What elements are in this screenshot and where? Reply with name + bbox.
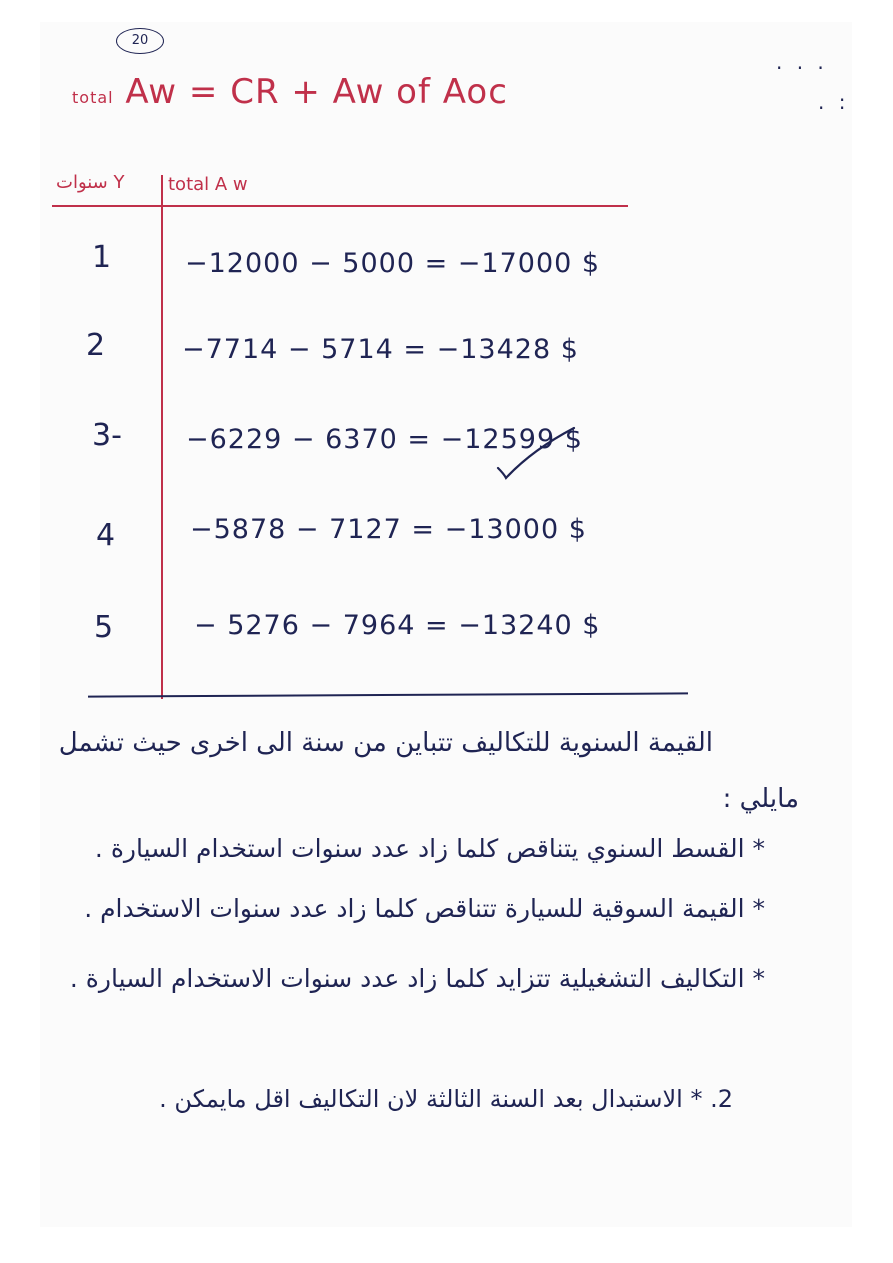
header-years: سنوات Y (56, 172, 125, 193)
corner-marks: . . . (776, 50, 828, 74)
corner-marks-2: . : (818, 90, 850, 114)
year-cell-3: 3- (92, 418, 122, 453)
table-column-divider (161, 175, 163, 699)
calc-cell-3: −6229 − 6370 = −12599 $ (186, 424, 583, 455)
year-cell-2: 2 (86, 328, 106, 363)
header-total-aw: total A w (168, 174, 248, 195)
table-header-rule (52, 205, 628, 207)
calc-cell-1: −12000 − 5000 = −17000 $ (185, 248, 601, 279)
formula-line (72, 72, 508, 112)
calc-cell-5: − 5276 − 7964 = −13240 $ (194, 610, 601, 641)
checkmark-icon (492, 420, 582, 490)
year-cell-5: 5 (94, 610, 114, 645)
page-number: 20 (116, 28, 164, 54)
calc-cell-4: −5878 − 7127 = −13000 $ (190, 514, 587, 545)
intro-line-1: القيمة السنوية للتكاليف تتباين من سنة الى اخرى حيث تشمل (58, 728, 713, 758)
bullet-item-2: * القيمة السوقية للسيارة تتناقص كلما زاد عدد سنوات الاستخدام . (84, 894, 765, 923)
formula-rhs: = CR + Aw of Aoc (188, 72, 508, 112)
conclusion-note: 2. * الاستبدال بعد السنة الثالثة لان التكاليف اقل مايمكن . (159, 1085, 733, 1113)
calc-cell-2: −7714 − 5714 = −13428 $ (182, 334, 579, 365)
bullet-item-1: * القسط السنوي يتناقص كلما زاد عدد سنوات استخدام السيارة . (94, 834, 765, 863)
formula-lhs-word: total (72, 88, 114, 107)
bullet-item-3: * التكاليف التشغيلية تتزايد كلما زاد عدد سنوات الاستخدام السيارة . (69, 964, 765, 993)
intro-line-2: مايلي : (722, 784, 799, 814)
formula-lhs-var: Aw (125, 72, 178, 112)
year-cell-1: 1 (92, 240, 112, 275)
year-cell-4: 4 (96, 518, 116, 553)
